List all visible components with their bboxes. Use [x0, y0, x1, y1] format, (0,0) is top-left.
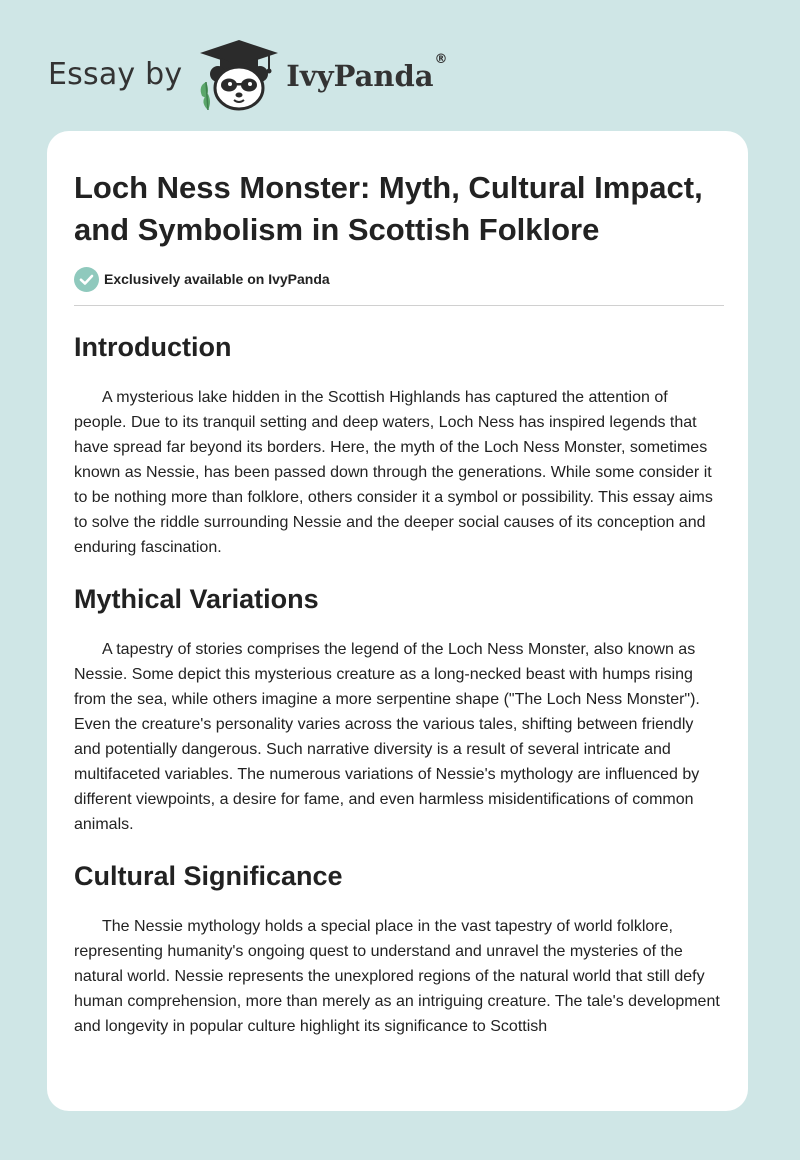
section-heading: Introduction	[74, 332, 232, 362]
brand-name[interactable]	[286, 52, 448, 93]
essay-card	[47, 131, 748, 1111]
panda-graduate-logo-icon[interactable]	[196, 36, 282, 112]
section-cultural-significance	[74, 859, 724, 1039]
section-mythical-variations	[74, 582, 724, 837]
essay-by-label: Essay by	[48, 56, 183, 92]
brand-label: IvyPanda	[286, 59, 434, 93]
section-paragraph: The Nessie mythology holds a special place in the vast tapestry of world folklore, representing humanity's ongoing quest to understand and unravel the mysteries of the natural world. Nessie represents the unexplored regions of the natural world that still defy human comprehension, more than merely as an intriguing creature. The tale's development and longevity in popular culture highlight its significance to Scottish	[74, 918, 720, 1035]
site-header	[48, 36, 448, 112]
section-introduction	[74, 330, 724, 560]
registered-mark: ®	[434, 52, 448, 68]
title-divider	[74, 305, 724, 306]
exclusive-badge-text: Exclusively available on IvyPanda	[104, 271, 330, 287]
essay-title: Loch Ness Monster: Myth, Cultural Impact, and Symbolism in Scottish Folklore	[74, 170, 703, 247]
section-paragraph: A tapestry of stories comprises the legend of the Loch Ness Monster, also known as Nessie. Some depict this mysterious creature as a long-necked beast with humps rising from the sea, while others imagine a more serpentine shape ("The Loch Ness Monster"). Even the creature's personality varies across the various tales, shifting between friendly and potentially dangerous. Such narrative diversity is a result of several intricate and multifaceted variables. The numerous variations of Nessie's mythology are influenced by different viewpoints, a desire for fame, and even harmless misidentifications of common animals.	[74, 641, 700, 833]
section-heading: Mythical Variations	[74, 584, 319, 614]
essay-content	[74, 167, 724, 1039]
check-circle-icon	[74, 267, 99, 292]
section-heading: Cultural Significance	[74, 861, 343, 891]
exclusive-badge	[74, 266, 724, 292]
section-paragraph: A mysterious lake hidden in the Scottish Highlands has captured the attention of people. Due to its tranquil setting and deep waters, Loch Ness has inspired legends that have spread far beyond its borders. Here, the myth of the Loch Ness Monster, sometimes known as Nessie, has been passed down through the generations. While some consider it to be nothing more than folklore, others consider it a symbol or possibility. This essay aims to solve the riddle surrounding Nessie and the deeper social causes of its conception and enduring fascination.	[74, 389, 713, 556]
